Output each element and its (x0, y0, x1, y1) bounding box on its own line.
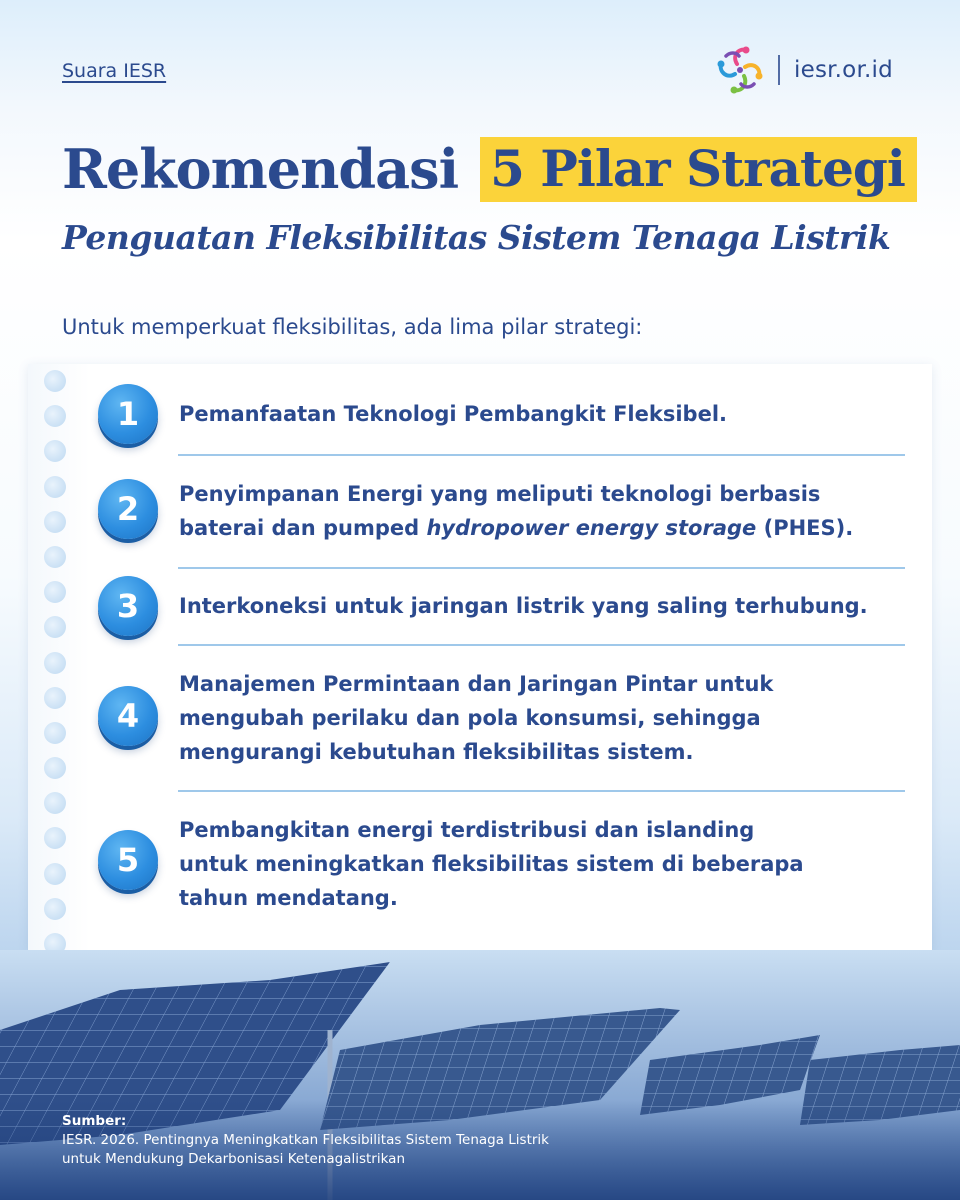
pillar-divider (178, 790, 905, 792)
pillar-number-badge: 3 (98, 576, 158, 636)
pillar-number-badge: 5 (98, 830, 158, 890)
source-label: Sumber: (62, 1113, 127, 1129)
page-subtitle: Penguatan Fleksibilitas Sistem Tenaga Listrik (62, 218, 891, 257)
binding-hole (44, 757, 66, 779)
brand[interactable] (712, 40, 893, 100)
pillar-text-emphasis: hydropower energy storage (426, 516, 757, 540)
pillar-text (179, 667, 879, 769)
notebook-binding (28, 364, 90, 950)
binding-hole (44, 616, 66, 638)
binding-hole (44, 722, 66, 744)
pillar-text-line: Pembangkitan energi terdistribusi dan islanding (179, 818, 755, 842)
pillar-text-part: (PHES). (756, 516, 854, 540)
binding-hole (44, 827, 66, 849)
pillar-text-line: Penyimpanan Energi yang meliputi teknologi berbasis (179, 482, 821, 506)
binding-hole (44, 370, 66, 392)
pillar-text-line: mengurangi kebutuhan fleksibilitas sistem. (179, 740, 694, 764)
binding-hole (44, 898, 66, 920)
pillar-divider (178, 644, 905, 646)
title-highlight: 5 Pilar Strategi (480, 137, 917, 202)
pillar-text: Interkoneksi untuk jaringan listrik yang saling terhubung. (179, 594, 868, 618)
binding-hole (44, 440, 66, 462)
binding-hole (44, 687, 66, 709)
binding-hole (44, 792, 66, 814)
source-line: IESR. 2026. Pentingnya Meningkatkan Fleksibilitas Sistem Tenaga Listrik (62, 1132, 550, 1148)
header (0, 0, 960, 130)
binding-hole (44, 652, 66, 674)
binding-hole (44, 405, 66, 427)
binding-holes (44, 370, 68, 968)
binding-hole (44, 581, 66, 603)
pillar-text-line: untuk meningkatkan fleksibilitas sistem di beberapa (179, 852, 804, 876)
binding-hole (44, 476, 66, 498)
pillar-text-line: tahun mendatang. (179, 886, 398, 910)
iesr-logo-icon (712, 42, 768, 98)
binding-hole (44, 511, 66, 533)
intro-text: Untuk memperkuat fleksibilitas, ada lima pilar strategi: (62, 315, 643, 339)
pillar-text (179, 477, 879, 545)
title-main: Rekomendasi (62, 137, 459, 201)
section-link[interactable]: Suara IESR (62, 60, 167, 82)
pillar-text-line: mengubah perilaku dan pola konsumsi, sehingga (179, 706, 761, 730)
binding-hole (44, 546, 66, 568)
source-note (62, 1112, 662, 1169)
binding-hole (44, 863, 66, 885)
pillar-text: Pemanfaatan Teknologi Pembangkit Fleksibel. (179, 402, 727, 426)
source-line: untuk Mendukung Dekarbonisasi Ketenagalistrikan (62, 1151, 405, 1167)
pillar-divider (178, 567, 905, 569)
page-title (62, 130, 917, 208)
pillar-text-part: baterai dan pumped (179, 516, 427, 540)
pillar-divider (178, 454, 905, 456)
pillar-text-line: Manajemen Permintaan dan Jaringan Pintar untuk (179, 672, 774, 696)
pillar-text (179, 813, 879, 915)
logo-divider (778, 55, 780, 85)
pillars-card (28, 364, 932, 950)
pillar-text-line (179, 511, 879, 545)
site-url: iesr.or.id (794, 57, 893, 83)
pillar-number-badge: 2 (98, 479, 158, 539)
pillar-number-badge: 1 (98, 384, 158, 444)
pillar-number-badge: 4 (98, 686, 158, 746)
